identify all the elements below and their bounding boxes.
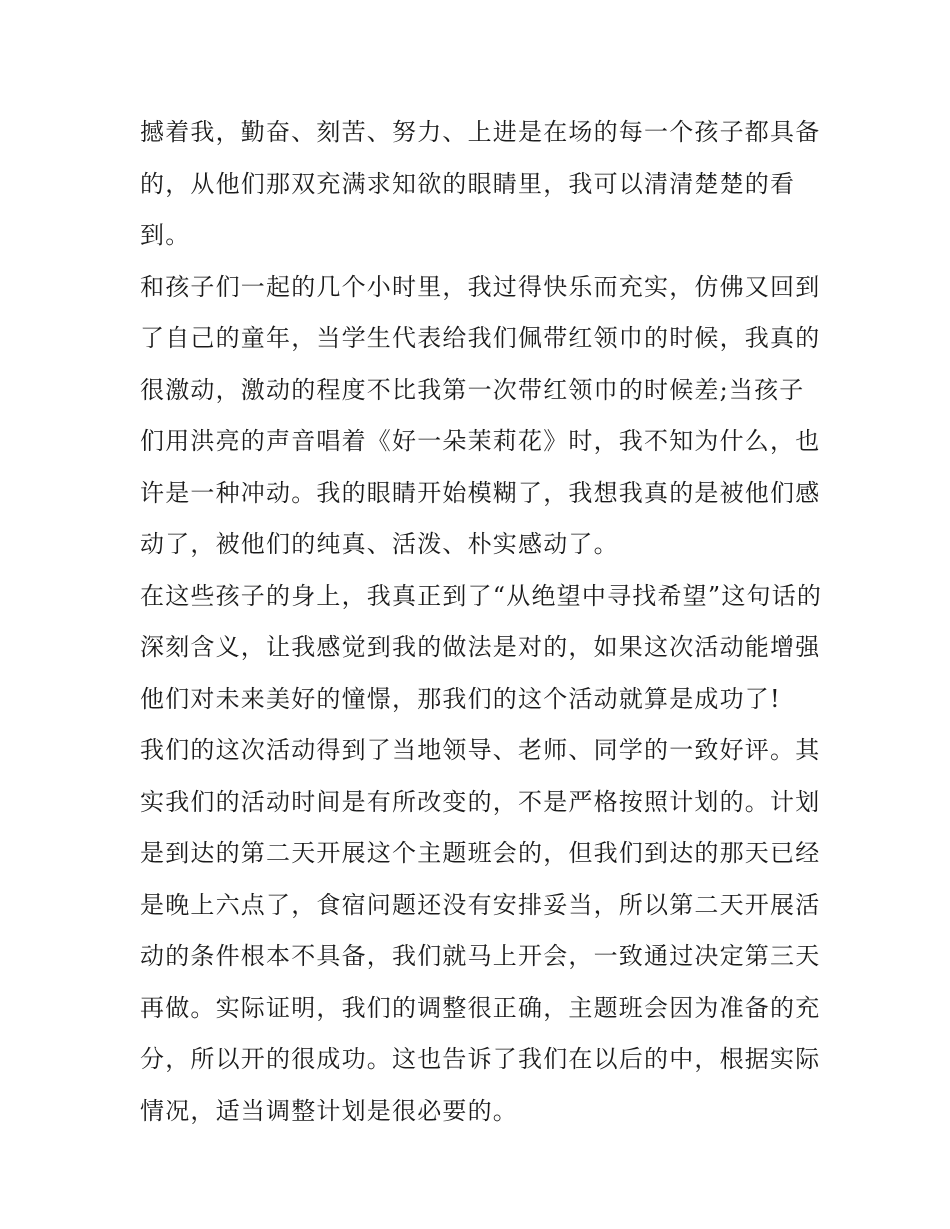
text-line: 情况，适当调整计划是很必要的。 [140, 1096, 518, 1125]
text-line: 了自己的童年，当学生代表给我们佩带红领巾的时候，我真的 [140, 324, 821, 352]
text-line: 的，从他们那双充满求知欲的眼睛里，我可以清清楚楚的看 [140, 169, 796, 198]
text-line: 他们对未来美好的憧憬，那我们的这个活动就算是成功了! [140, 684, 781, 713]
text-line: 深刻含义，让我感觉到我的做法是对的，如果这次活动能增强 [140, 633, 821, 661]
text-line: 们用洪亮的声音唱着《好一朵茉莉花》时，我不知为什么，也 [140, 427, 821, 455]
text-line: 分，所以开的很成功。这也告诉了我们在以后的中，根据实际 [140, 1045, 821, 1073]
text-line: 撼着我，勤奋、刻苦、努力、上进是在场的每一个孩子都具备 [140, 118, 821, 146]
body-text [140, 107, 830, 1137]
text-line: 再做。实际证明，我们的调整很正确，主题班会因为准备的充 [140, 993, 821, 1022]
text-line: 动了，被他们的纯真、活泼、朴实感动了。 [140, 530, 619, 558]
text-line: 在这些孩子的身上，我真正到了“从绝望中寻找希望”这句话的 [140, 581, 823, 610]
text-line: 是晚上六点了，食宿问题还没有安排妥当，所以第二天开展活 [140, 890, 821, 919]
text-line: 动的条件根本不具备，我们就马上开会，一致通过决定第三天 [140, 942, 821, 970]
text-line: 和孩子们一起的几个小时里，我过得快乐而充实，仿佛又回到 [140, 272, 821, 301]
text-line: 很激动，激动的程度不比我第一次带红领巾的时候差;当孩子 [140, 375, 805, 404]
text-line: 实我们的活动时间是有所改变的，不是严格按照计划的。计划 [140, 787, 821, 816]
text-line: 许是一种冲动。我的眼睛开始模糊了，我想我真的是被他们感 [140, 478, 821, 507]
text-line: 到。 [140, 221, 191, 249]
text-line: 是到达的第二天开展这个主题班会的，但我们到达的那天已经 [140, 839, 821, 867]
text-line: 我们的这次活动得到了当地领导、老师、同学的一致好评。其 [140, 736, 821, 764]
